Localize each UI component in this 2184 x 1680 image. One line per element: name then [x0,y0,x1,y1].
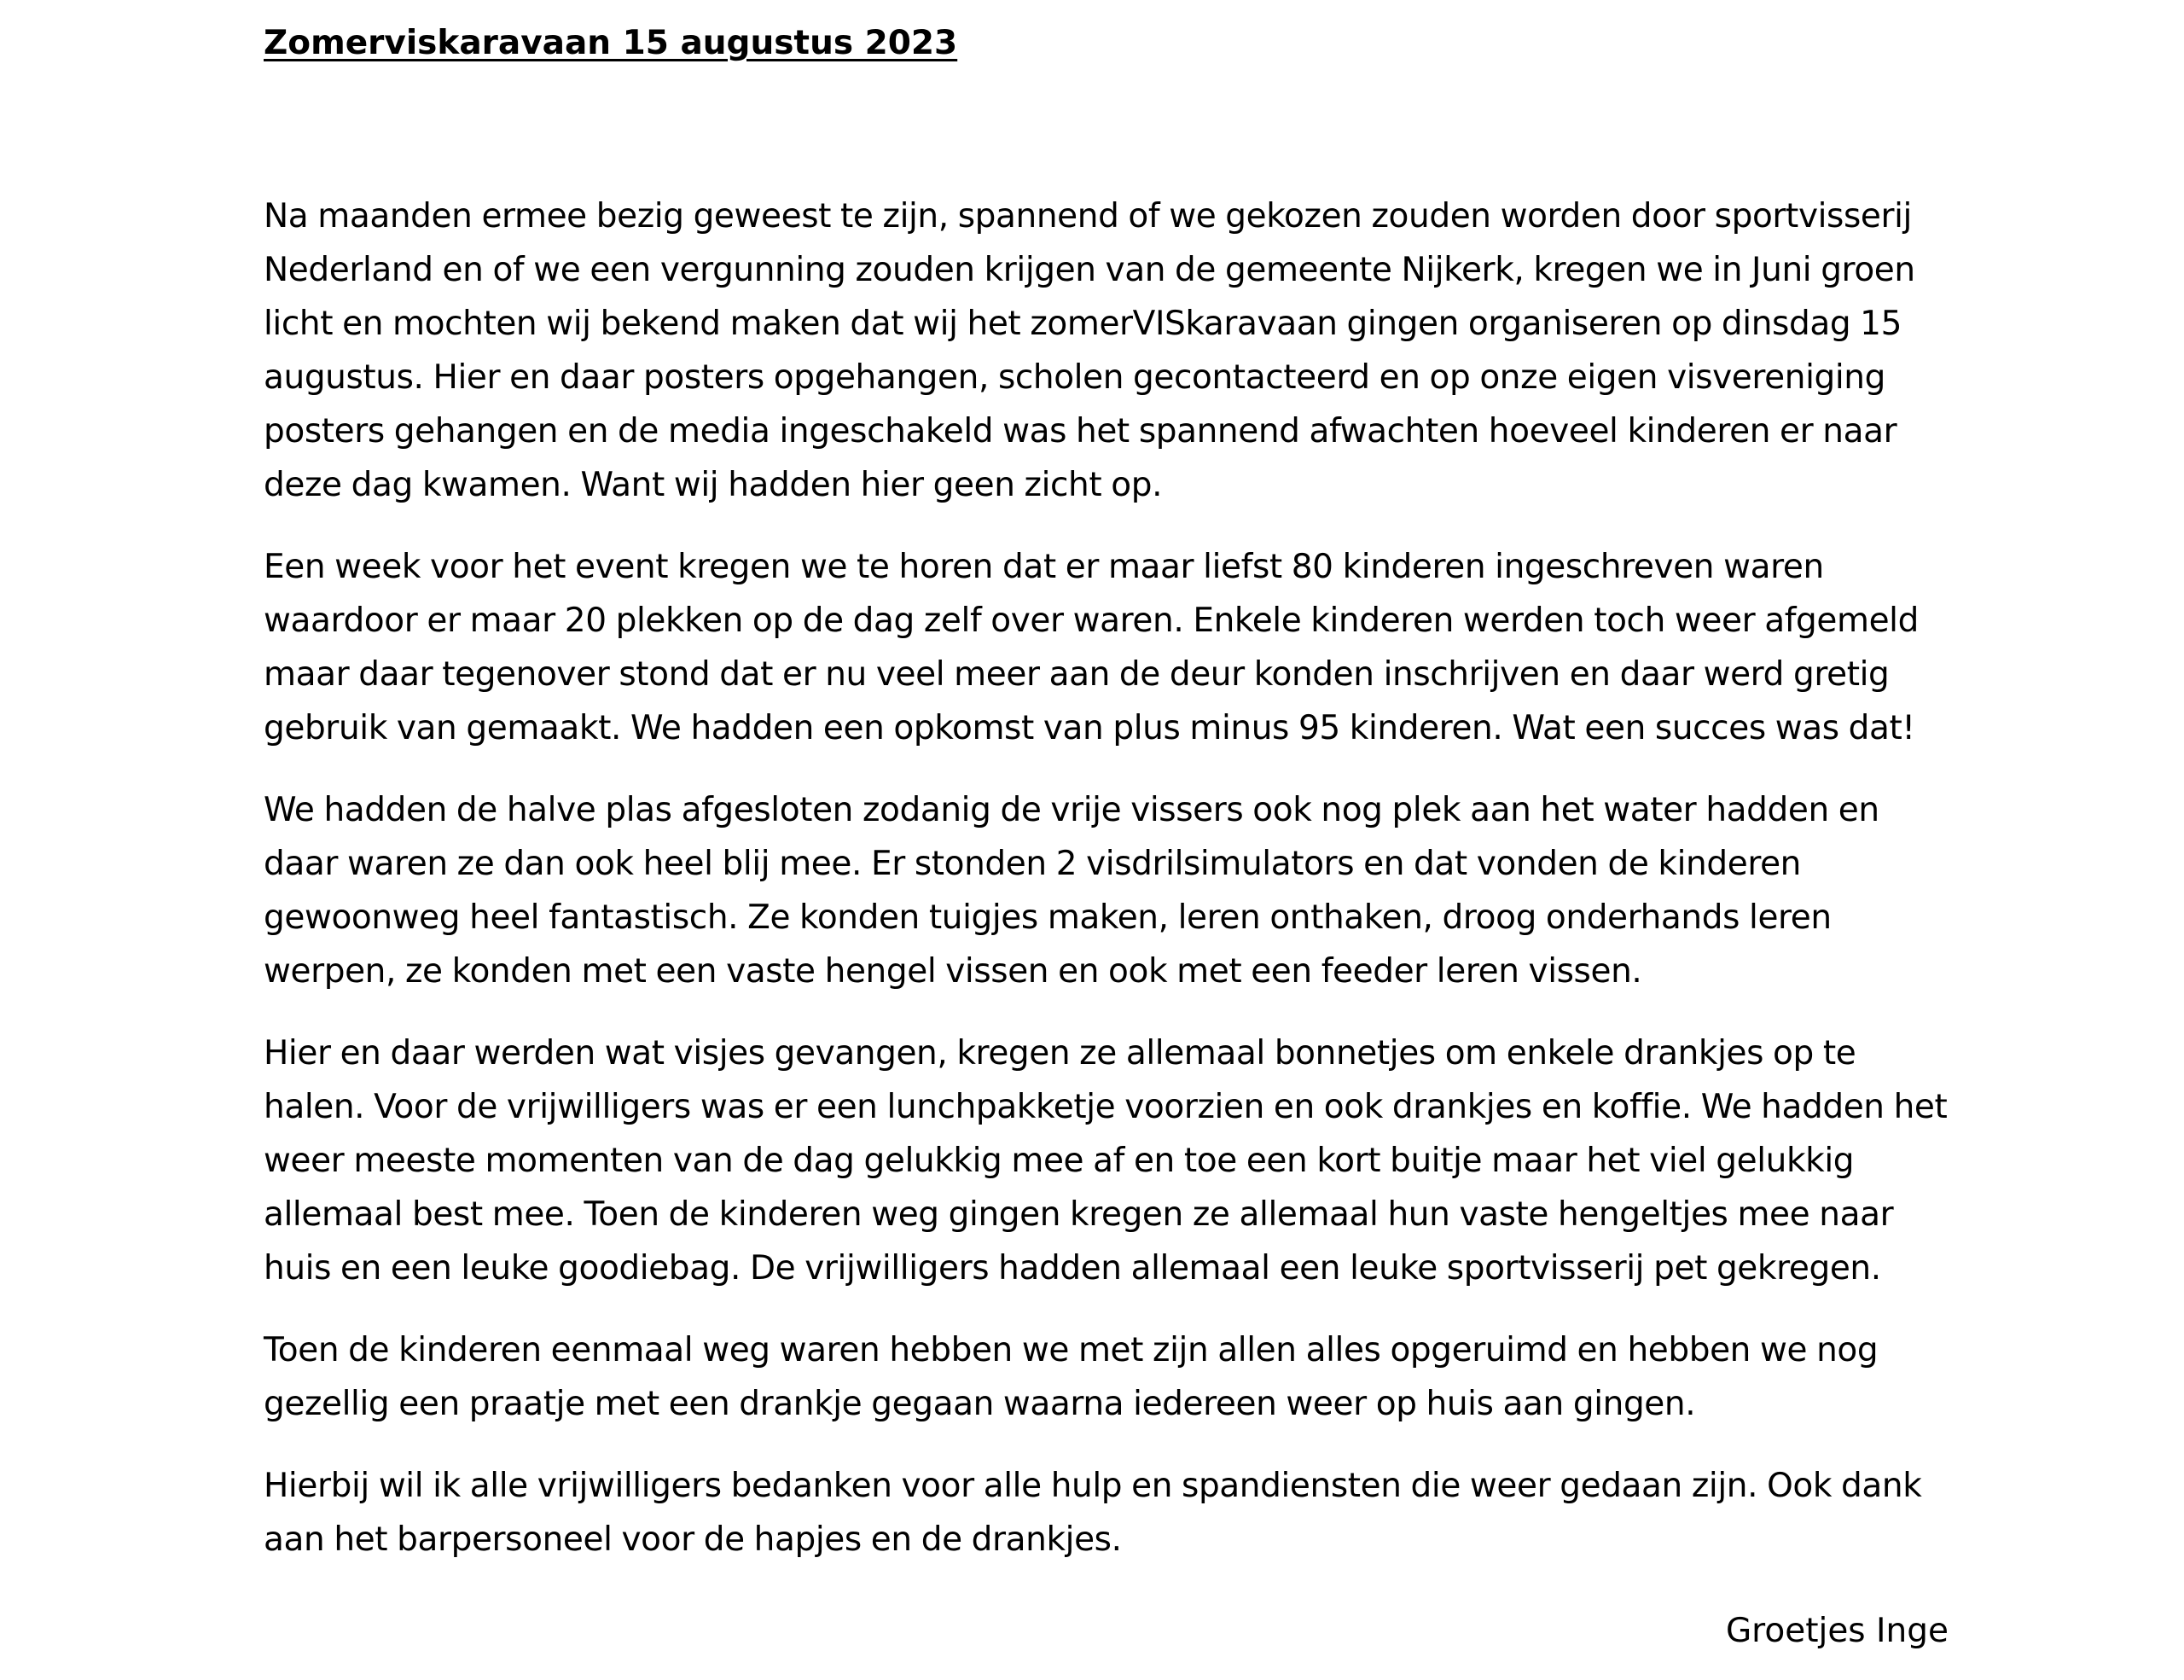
signoff: Groetjes Inge [1725,1612,1949,1650]
paragraph-6: Hierbij wil ik alle vrijwilligers bedanken voor alle hulp en spandiensten die weer gedaan zijn. Ook dank aan het barpersoneel voor de hapjes en de drankjes. [264,1467,1922,1559]
paragraph-2: Een week voor het event kregen we te horen dat er maar liefst 80 kinderen ingeschreven waren waardoor er maar 20 plekken op de dag zelf over waren. Enkele kinderen werden toch weer afgemeld maar daar tegenover stond dat er nu veel meer aan de deur konden inschrijven en daar werd gretig gebruik van gemaakt. We hadden een opkomst van plus minus 95 kinderen. Wat een succes was dat! [264,548,1919,747]
document-title: Zomerviskaravaan 15 augustus 2023 [264,24,958,62]
document-body [264,189,1949,1595]
paragraph-3: We hadden de halve plas afgesloten zodanig de vrije vissers ook nog plek aan het water hadden en daar waren ze dan ook heel blij mee. Er stonden 2 visdrilsimulators en dat vonden de kinderen gewoonweg heel fantastisch. Ze konden tuigjes maken, leren onthaken, droog onderhands leren werpen, ze konden met een vaste hengel vissen en ook met een feeder leren vissen. [264,791,1879,991]
document-page [264,0,1949,1680]
paragraph-5: Toen de kinderen eenmaal weg waren hebben we met zijn allen alles opgeruimd en hebben we nog gezellig een praatje met een drankje gegaan waarna iedereen weer op huis aan gingen. [264,1331,1879,1423]
paragraph-4: Hier en daar werden wat visjes gevangen, kregen ze allemaal bonnetjes om enkele drankjes op te halen. Voor de vrijwilligers was er een lunchpakketje voorzien en ook drankjes en koffie. We hadden het weer meeste momenten van de dag gelukkig mee af en toe een kort buitje maar het viel gelukkig allemaal best mee. Toen de kinderen weg gingen kregen ze allemaal hun vaste hengeltjes mee naar huis en een leuke goodiebag. De vrijwilligers hadden allemaal een leuke sportvisserij pet gekregen. [264,1034,1948,1288]
paragraph-1: Na maanden ermee bezig geweest te zijn, spannend of we gekozen zouden worden door sportvisserij Nederland en of we een vergunning zouden krijgen van de gemeente Nijkerk, kregen we in Juni groen licht en mochten wij bekend maken dat wij het zomerVISkaravaan gingen organiseren op dinsdag 15 augustus. Hier en daar posters opgehangen, scholen gecontacteerd en op onze eigen visvereniging posters gehangen en de media ingeschakeld was het spannend afwachten hoeveel kinderen er naar deze dag kwamen. Want wij hadden hier geen zicht op. [264,197,1915,504]
